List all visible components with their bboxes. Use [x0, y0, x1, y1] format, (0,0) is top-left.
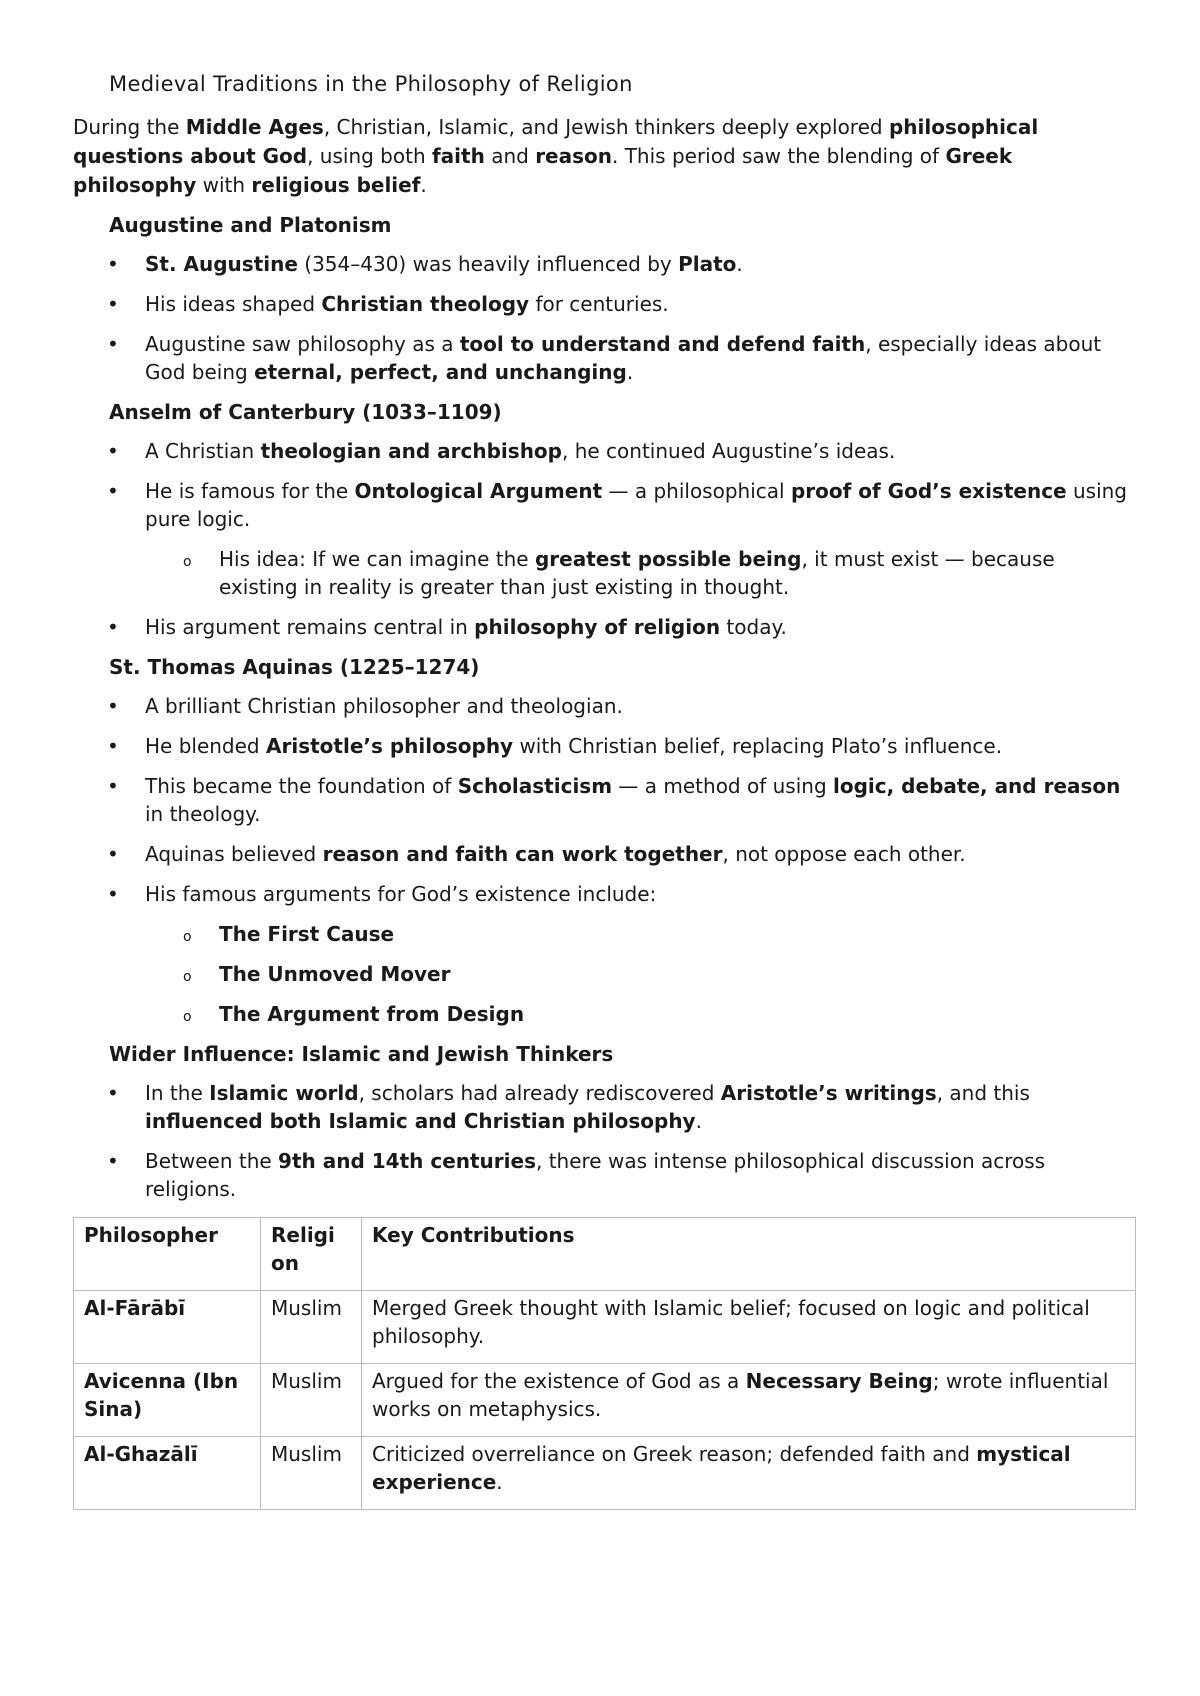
bold-text: Middle Ages: [185, 115, 324, 139]
bold-text: The First Cause: [219, 922, 395, 946]
bold-text: influenced both Islamic and Christian philosophy: [145, 1109, 696, 1133]
text: and: [484, 144, 536, 168]
text: Augustine saw philosophy as a: [145, 332, 460, 356]
list-item: [73, 772, 1128, 828]
bold-text: reason: [535, 144, 612, 168]
text: .: [496, 1470, 503, 1494]
text: He is famous for the: [145, 479, 355, 503]
bold-text: Aristotle’s philosophy: [266, 734, 514, 758]
list-item: [73, 1079, 1128, 1135]
text: Aquinas believed: [145, 842, 323, 866]
philosopher-name: Al-Ghazālī: [74, 1437, 261, 1510]
sections: [73, 211, 1128, 1203]
text: .: [626, 360, 634, 384]
text: with: [196, 173, 252, 197]
philosopher-religion: Muslim: [261, 1364, 362, 1437]
bullet-list: [73, 692, 1128, 1028]
list-item: [73, 290, 1128, 318]
text: . This period saw the blending of: [612, 144, 946, 168]
text: , especially ideas about God being: [145, 332, 1102, 384]
table-row: [74, 1291, 1136, 1364]
text: , there was intense philosophical discussion across religions.: [145, 1149, 1046, 1201]
section-heading: Augustine and Platonism: [109, 213, 392, 237]
column-header-philosopher: Philosopher: [74, 1218, 261, 1291]
list-item: [73, 477, 1128, 533]
text: ; wrote influential works on metaphysics.: [372, 1369, 1109, 1421]
bullet-list: [73, 437, 1128, 641]
text: — a philosophical: [602, 479, 791, 503]
text: .: [695, 1109, 702, 1133]
table-row: [74, 1364, 1136, 1437]
text: Merged Greek thought with Islamic belief; focused on logic and political philosophy.: [372, 1296, 1090, 1348]
section-heading: St. Thomas Aquinas (1225–1274): [109, 655, 480, 679]
bold-text: tool to understand and defend faith: [459, 332, 866, 356]
bold-text: philosophical questions about God: [73, 115, 1039, 168]
bold-text: St. Augustine: [145, 252, 298, 276]
bold-text: proof of God’s existence: [790, 479, 1067, 503]
text: , not oppose each other.: [722, 842, 966, 866]
bold-text: mystical experience: [372, 1442, 1071, 1494]
table-row: [74, 1437, 1136, 1510]
bold-text: Christian theology: [321, 292, 530, 316]
text: .: [736, 252, 743, 276]
text: His famous arguments for God’s existence include:: [145, 882, 657, 906]
list-item: [73, 880, 1128, 908]
list-item: [73, 840, 1128, 868]
list-item: [73, 732, 1128, 760]
bold-text: Scholasticism: [457, 774, 613, 798]
bold-text: greatest possible being: [534, 547, 802, 571]
bold-text: Necessary Being: [745, 1369, 933, 1393]
text: , Christian, Islamic, and Jewish thinkers deeply explored: [323, 115, 889, 139]
text: in theology.: [145, 802, 261, 826]
bold-text: 9th and 14th centuries: [278, 1149, 536, 1173]
philosopher-contribution: [362, 1437, 1136, 1510]
text: , it must exist — because existing in reality is greater than just existing in thought.: [219, 547, 1055, 599]
text: His ideas shaped: [145, 292, 322, 316]
text: , scholars had already rediscovered: [358, 1081, 721, 1105]
text: In the: [145, 1081, 210, 1105]
bold-text: religious belief: [251, 173, 421, 197]
bold-text: faith: [431, 144, 485, 168]
text: , using both: [307, 144, 432, 168]
bold-text: philosophy of religion: [474, 615, 721, 639]
philosopher-religion: Muslim: [261, 1291, 362, 1364]
bold-text: theologian and archbishop: [260, 439, 562, 463]
text: Criticized overreliance on Greek reason; defended faith and: [372, 1442, 977, 1466]
section-heading: Anselm of Canterbury (1033–1109): [109, 400, 502, 424]
bold-text: logic, debate, and reason: [833, 774, 1121, 798]
bold-text: The Unmoved Mover: [219, 962, 451, 986]
bold-text: Ontological Argument: [354, 479, 603, 503]
sub-list-item: [73, 545, 1128, 601]
list-item: [73, 250, 1128, 278]
text: (354–430) was heavily influenced by: [297, 252, 679, 276]
text: During the: [73, 115, 186, 139]
table-header-row: [74, 1218, 1136, 1291]
list-item: [73, 1147, 1128, 1203]
philosopher-contribution: [362, 1291, 1136, 1364]
sub-list-item: [73, 1000, 1128, 1028]
bold-text: Aristotle’s writings: [720, 1081, 937, 1105]
text: His argument remains central in: [145, 615, 475, 639]
bullet-list: [73, 1079, 1128, 1203]
text: This became the foundation of: [145, 774, 458, 798]
section-heading: Wider Influence: Islamic and Jewish Thinkers: [109, 1042, 614, 1066]
philosophers-table: [73, 1217, 1136, 1510]
list-item: [73, 613, 1128, 641]
text: , and this: [936, 1081, 1030, 1105]
bold-text: Plato: [678, 252, 737, 276]
column-header-contributions: Key Contributions: [362, 1218, 1136, 1291]
list-item: [73, 330, 1128, 386]
bold-text: eternal, perfect, and unchanging: [254, 360, 627, 384]
sub-list-item: [73, 960, 1128, 988]
text: His idea: If we can imagine the: [219, 547, 535, 571]
bold-text: reason and faith can work together: [322, 842, 723, 866]
document-title: Medieval Traditions in the Philosophy of Religion: [109, 72, 633, 96]
text: — a method of using: [612, 774, 833, 798]
philosopher-religion: Muslim: [261, 1437, 362, 1510]
bold-text: The Argument from Design: [219, 1002, 525, 1026]
column-header-religion: Religi on: [261, 1218, 362, 1291]
text: Between the: [145, 1149, 279, 1173]
philosopher-contribution: [362, 1364, 1136, 1437]
philosopher-name: Avicenna (Ibn Sina): [74, 1364, 261, 1437]
list-item: [73, 437, 1128, 465]
text: Argued for the existence of God as a: [372, 1369, 746, 1393]
bold-text: Islamic world: [209, 1081, 359, 1105]
text: with Christian belief, replacing Plato’s influence.: [513, 734, 1003, 758]
sub-list-item: [73, 920, 1128, 948]
bold-text: Greek philosophy: [73, 144, 1013, 197]
bullet-list: [73, 250, 1128, 386]
text: He blended: [145, 734, 266, 758]
text: , he continued Augustine’s ideas.: [561, 439, 896, 463]
philosopher-name: Al-Fārābī: [74, 1291, 261, 1364]
text: using pure logic.: [145, 479, 1128, 531]
list-item: [73, 692, 1128, 720]
text: A brilliant Christian philosopher and theologian.: [145, 694, 623, 718]
text: today.: [720, 615, 787, 639]
text: for centuries.: [529, 292, 669, 316]
text: .: [420, 173, 427, 197]
text: A Christian: [145, 439, 261, 463]
intro-paragraph: [73, 113, 1128, 200]
